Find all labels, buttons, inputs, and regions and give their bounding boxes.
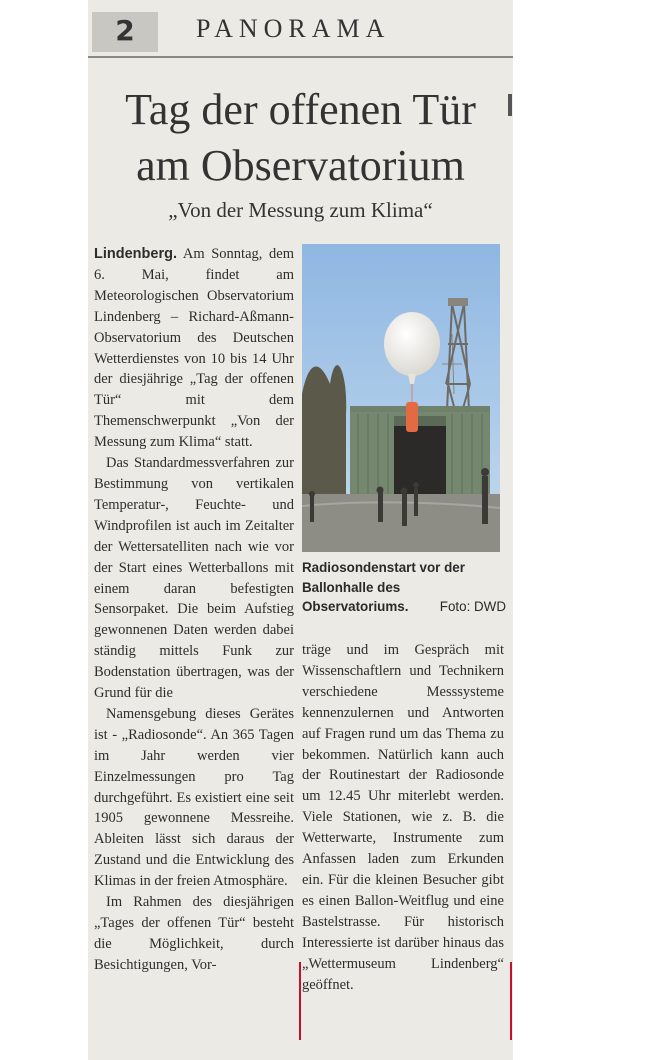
balloon-launch-photo xyxy=(302,244,500,552)
paragraph-3: Namensgebung dieses Gerätes ist - „Radiosonde“. An 365 Tagen im Jahr werden vier Einzelmessungen pro Tag durchgeführt. Es existiert eine seit 1905 gewonnene Messreihe. Ableiten lässt sich daraus der Zustand und die Entwicklung des Klimas in der freien Atmosphäre. xyxy=(94,705,294,890)
paragraph-2: Das Standardmessverfahren zur Bestimmung von vertikalen Temperatur-, Feuchte- und Windprofilen ist auch im Zeitalter der Wettersatelliten nach wie vor der Start eines Wetterballons mit einem daran befestigten Sensorpaket. Die beim Aufstieg gewonnenen Daten werden dabei ständig mittels Funk zur Bodenstation übertragen, was der Grund für die xyxy=(94,455,294,702)
photo-caption xyxy=(302,558,506,617)
paragraph-1: Lindenberg. Am Sonntag, dem 6. Mai, findet am Meteorologischen Observatorium Lindenberg – Richard-Aßmann-Observatorium des Deutschen Wetterdienstes von 10 bis 14 Uhr der diesjährige „Tag der offenen Tür“ mit dem Themenschwerpunkt „Von der Messung zum Klima“ statt. xyxy=(94,246,295,451)
red-marker-line xyxy=(299,962,301,1040)
dateline: Lindenberg. xyxy=(94,246,177,262)
page-number: 2 xyxy=(115,14,135,47)
paragraph-5: träge und im Gespräch mit Wissenschaftlern und Technikern verschiedene Messsysteme kennenzulernen und Antworten auf Fragen rund um das Thema zu bekommen. Natürlich kann auch der Routinestart der Radiosonde um 12.45 Uhr miterlebt werden. Viele Stationen, wie z. B. die Wetterwarte, Instrumente zum Anfassen laden zum Erkunden ein. Für die kleinen Besucher gibt es einen Ballon-Weitflug und eine Bastelstrasse. Für historisch Interessierte ist darüber hinaus das „Wettermuseum Lindenberg“ geöffnet. xyxy=(302,642,504,993)
headline-line-1: Tag der offenen Tür xyxy=(125,85,476,134)
headline-line-2: am Observatorium xyxy=(136,141,465,190)
photo-credit: Foto: DWD xyxy=(439,599,506,614)
page-header xyxy=(88,8,513,54)
caption-text: Radiosondenstart vor der Ballonhalle des Observatoriums. xyxy=(302,560,465,614)
article-column-2 xyxy=(302,640,504,995)
headline xyxy=(88,82,513,194)
clipping-edge-mark xyxy=(508,94,512,116)
page-number-box xyxy=(92,12,158,52)
paragraph-4: Im Rahmen des diesjährigen „Tages der offenen Tür“ besteht die Möglichkeit, durch Besichtigungen, Vor- xyxy=(94,894,294,973)
header-rule xyxy=(88,56,513,58)
article-column-1 xyxy=(94,244,294,976)
red-marker-line-right xyxy=(510,962,512,1040)
subheadline: „Von der Messung zum Klima“ xyxy=(168,198,433,222)
newspaper-clipping xyxy=(88,0,513,1060)
section-title: PANORAMA xyxy=(196,14,391,43)
